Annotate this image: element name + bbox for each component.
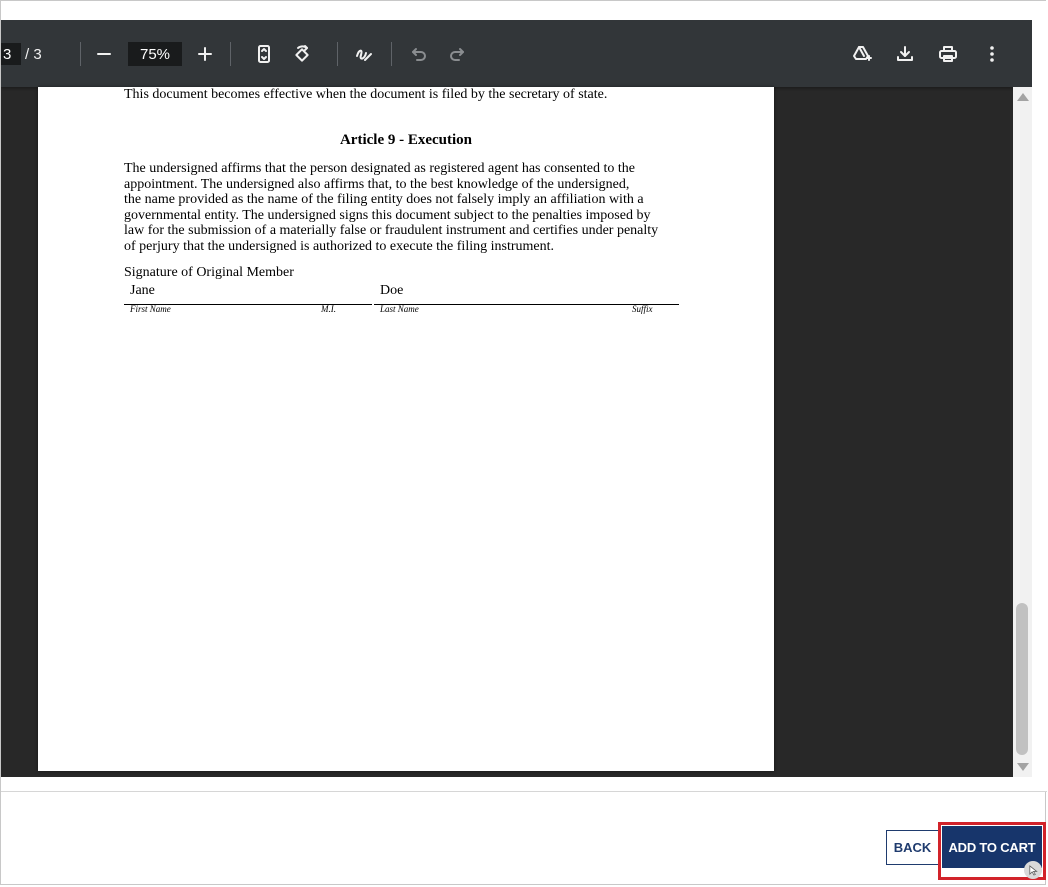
rotate-button[interactable]: [287, 39, 317, 69]
effective-statement: This document becomes effective when the document is filed by the secretary of state.: [124, 87, 608, 102]
print-button[interactable]: [933, 39, 963, 69]
page-number-input[interactable]: 3: [1, 43, 21, 65]
undo-icon: [409, 44, 429, 64]
draw-button[interactable]: [349, 39, 379, 69]
paragraph-line: appointment. The undersigned also affirms that, to the best knowledge of the undersigned,: [124, 176, 630, 192]
scroll-down-arrow-icon[interactable]: [1017, 763, 1029, 771]
rotate-icon: [292, 44, 312, 64]
pdf-viewer-container: [1, 1, 1047, 792]
pdf-toolbar: [1, 20, 1032, 87]
paragraph-line: governmental entity. The undersigned signs this document subject to the penalties imposed by: [124, 207, 651, 223]
paragraph-line: The undersigned affirms that the person designated as registered agent has consented to the: [124, 161, 635, 176]
toolbar-divider: [80, 42, 81, 66]
cursor-icon: [1024, 861, 1042, 879]
zoom-in-icon: [195, 44, 215, 64]
paragraph-line: law for the submission of a materially false or fraudulent instrument and certifies under penalty: [124, 223, 659, 239]
scroll-thumb[interactable]: [1016, 603, 1028, 755]
toolbar-divider: [230, 42, 231, 66]
first-name-value: Jane: [130, 283, 155, 298]
toolbar-divider: [337, 42, 338, 66]
paragraph-line: of perjury that the undersigned is authorized to execute the filing instrument.: [124, 239, 554, 254]
caption-suffix: Suffix: [632, 304, 653, 314]
print-icon: [938, 44, 958, 64]
caption-last-name: Last Name: [380, 304, 419, 314]
more-options-button[interactable]: [977, 39, 1007, 69]
zoom-out-button[interactable]: [89, 39, 119, 69]
caption-middle-initial: M.I.: [321, 304, 336, 314]
fit-page-icon: [254, 44, 274, 64]
page-total: / 3: [25, 45, 42, 63]
zoom-out-icon: [94, 44, 114, 64]
undo-button[interactable]: [404, 39, 434, 69]
caption-first-name: First Name: [130, 304, 171, 314]
download-button[interactable]: [890, 39, 920, 69]
article-heading: Article 9 - Execution: [339, 132, 473, 148]
back-button[interactable]: BACK: [886, 830, 939, 865]
add-to-cart-button[interactable]: ADD TO CART: [942, 826, 1042, 868]
drive-add-icon: [852, 44, 872, 64]
add-to-drive-button[interactable]: [847, 39, 877, 69]
pdf-page: [38, 87, 774, 771]
scroll-up-arrow-icon[interactable]: [1017, 93, 1029, 101]
zoom-level-input[interactable]: 75%: [128, 42, 182, 66]
redo-button[interactable]: [442, 39, 472, 69]
toolbar-divider: [391, 42, 392, 66]
vertical-scrollbar[interactable]: [1013, 87, 1032, 777]
pdf-viewer: [1, 20, 1032, 777]
paragraph-line: the name provided as the name of the filing entity does not falsely imply an affiliation with a: [124, 192, 644, 208]
draw-icon: [354, 44, 374, 64]
more-options-icon: [982, 44, 1002, 64]
download-icon: [895, 44, 915, 64]
last-name-value: Doe: [380, 283, 404, 298]
signature-label: Signature of Original Member: [124, 265, 294, 280]
zoom-in-button[interactable]: [190, 39, 220, 69]
redo-icon: [447, 44, 467, 64]
fit-page-button[interactable]: [249, 39, 279, 69]
